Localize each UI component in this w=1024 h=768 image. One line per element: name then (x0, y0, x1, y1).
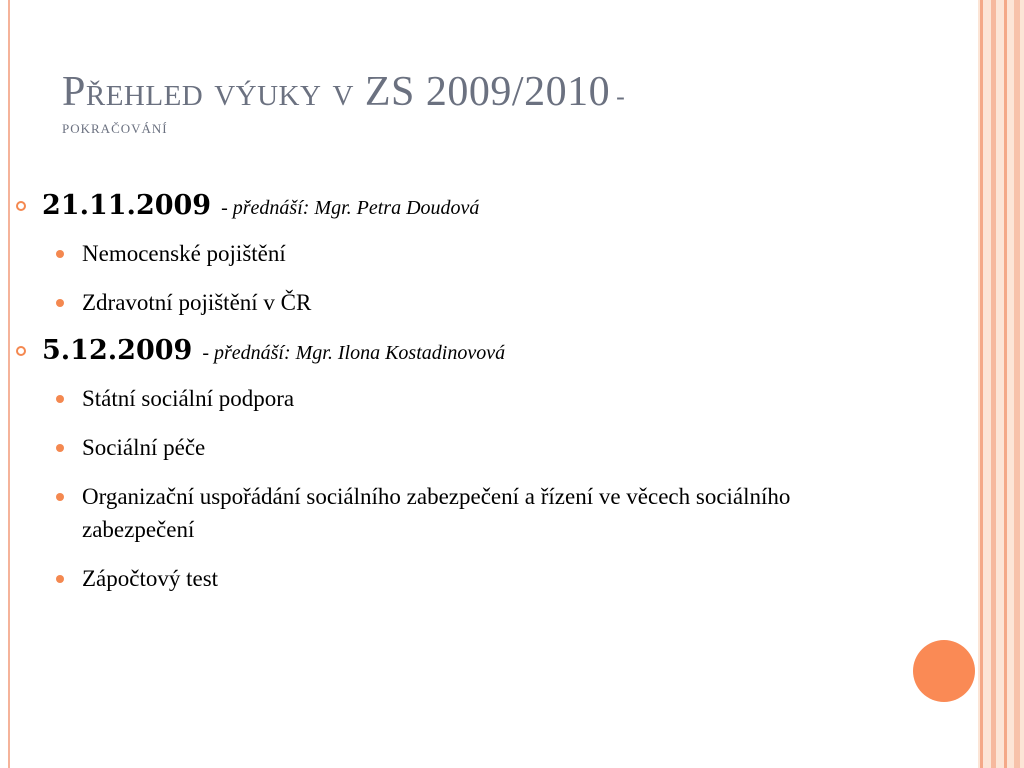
topic-text: Zápočtový test (82, 566, 219, 591)
topic-item (14, 562, 894, 595)
session-lecturer: - přednáší: Mgr. Ilona Kostadinovová (202, 342, 506, 364)
topic-item (14, 286, 894, 319)
title-dash: - (616, 82, 625, 111)
topic-item (14, 237, 894, 270)
decorative-circle (913, 640, 975, 702)
dot-bullet-icon (56, 395, 64, 403)
slide-title (62, 70, 964, 138)
topic-text: Státní sociální podpora (82, 386, 295, 411)
ring-bullet-icon (16, 201, 26, 211)
stripe (991, 0, 996, 768)
topic-item (14, 480, 862, 546)
session-heading (14, 190, 894, 221)
slide-content (14, 190, 894, 611)
session-date: 5.12.2009 (42, 335, 193, 366)
topic-item (14, 382, 894, 415)
title-subtitle: pokračování (62, 117, 168, 139)
dot-bullet-icon (56, 575, 64, 583)
topic-text: Zdravotní pojištění v ČR (82, 290, 312, 315)
topic-text: Organizační uspořádání sociálního zabezpečení a řízení ve věcech sociálního zabezpečení (82, 484, 791, 542)
topic-item (14, 431, 894, 464)
decorative-stripes (978, 0, 1024, 768)
dot-bullet-icon (56, 250, 64, 258)
left-border-line (8, 0, 10, 768)
topic-text: Sociální péče (82, 435, 206, 460)
session-heading (14, 335, 894, 366)
dot-bullet-icon (56, 493, 64, 501)
topic-text: Nemocenské pojištění (82, 241, 286, 266)
stripe (980, 0, 983, 768)
title-main: Přehled výuky v ZS 2009/2010 (62, 69, 611, 115)
session-lecturer: - přednáší: Mgr. Petra Doudová (221, 197, 480, 219)
dot-bullet-icon (56, 444, 64, 452)
dot-bullet-icon (56, 299, 64, 307)
session-date: 21.11.2009 (42, 190, 212, 221)
ring-bullet-icon (16, 346, 26, 356)
stripe (1014, 0, 1020, 768)
stripe (1004, 0, 1007, 768)
